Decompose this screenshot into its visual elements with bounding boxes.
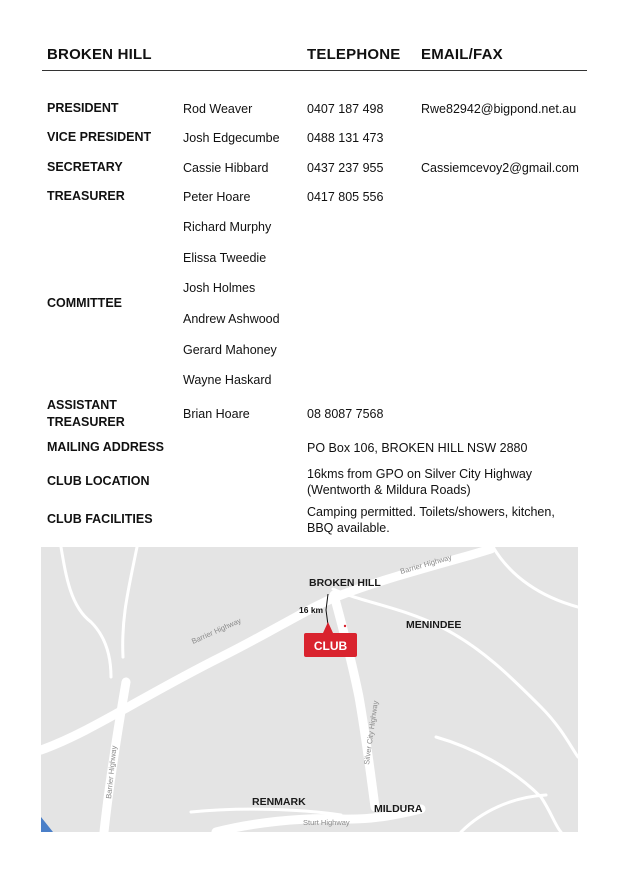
secretary-phone: 0437 237 955 — [307, 161, 384, 175]
club-location-label: CLUB LOCATION — [47, 474, 150, 488]
treasurer-label: TREASURER — [47, 189, 125, 203]
secretary-email: Cassiemcevoy2@gmail.com — [421, 161, 579, 175]
assistant-treasurer-label — [47, 397, 125, 431]
treasurer-name: Peter Hoare — [183, 190, 251, 204]
town-mildura: MILDURA — [374, 803, 423, 815]
assistant-treasurer-label-line2: TREASURER — [47, 415, 125, 429]
assistant-treasurer-phone: 08 8087 7568 — [307, 407, 384, 421]
water-area — [41, 817, 53, 832]
club-facilities-value — [307, 504, 555, 536]
town-broken-hill: BROKEN HILL — [309, 577, 381, 589]
vice-president-name: Josh Edgecumbe — [183, 131, 280, 145]
committee-member: Gerard Mahoney — [183, 343, 277, 357]
town-menindee: MENINDEE — [406, 619, 462, 631]
president-name: Rod Weaver — [183, 102, 253, 116]
club-location-line1: 16kms from GPO on Silver City Highway — [307, 467, 533, 481]
club-marker-label: CLUB — [313, 639, 348, 653]
president-label: PRESIDENT — [47, 101, 119, 115]
mailing-address-label: MAILING ADDRESS — [47, 440, 164, 454]
secretary-label: SECRETARY — [47, 160, 123, 174]
club-location-value — [307, 466, 532, 498]
header-divider — [42, 70, 587, 71]
road-label-barrier-ne: Barrier Highway — [399, 552, 453, 576]
email-column-header: EMAIL/FAX — [421, 46, 503, 63]
committee-member: Wayne Haskard — [183, 373, 272, 387]
road-label-barrier-w: Barrier Highway — [190, 615, 243, 646]
secretary-name: Cassie Hibbard — [183, 161, 269, 175]
club-facilities-line1: Camping permitted. Toilets/showers, kitchen, — [307, 505, 555, 519]
club-facilities-label: CLUB FACILITIES — [47, 512, 153, 526]
mailing-address-value: PO Box 106, BROKEN HILL NSW 2880 — [307, 441, 528, 455]
club-location-line2: (Wentworth & Mildura Roads) — [307, 483, 471, 497]
club-marker — [304, 622, 357, 657]
minor-roads — [61, 547, 578, 832]
club-point — [344, 625, 346, 627]
road-label-barrier-s: Barrier Highway — [104, 745, 119, 800]
committee-label: COMMITTEE — [47, 296, 122, 310]
committee-member: Andrew Ashwood — [183, 312, 280, 326]
committee-member: Josh Holmes — [183, 281, 256, 295]
treasurer-phone: 0417 805 556 — [307, 190, 384, 204]
road-label-sturt: Sturt Highway — [303, 818, 350, 827]
vice-president-phone: 0488 131 473 — [307, 131, 384, 145]
telephone-column-header: TELEPHONE — [307, 46, 401, 63]
page-title: BROKEN HILL — [47, 46, 152, 63]
location-map — [41, 547, 578, 832]
silver-city-highway — [334, 595, 375, 807]
president-phone: 0407 187 498 — [307, 102, 384, 116]
vice-president-label: VICE PRESIDENT — [47, 130, 152, 144]
president-email: Rwe82942@bigpond.net.au — [421, 102, 577, 116]
road-label-silver-city: Silver City Highway — [362, 700, 380, 766]
committee-member: Richard Murphy — [183, 220, 272, 234]
assistant-treasurer-name: Brian Hoare — [183, 407, 250, 421]
committee-member: Elissa Tweedie — [183, 251, 267, 265]
club-facilities-line2: BBQ available. — [307, 521, 390, 535]
distance-label: 16 km — [299, 605, 324, 615]
assistant-treasurer-label-line1: ASSISTANT — [47, 398, 117, 412]
town-renmark: RENMARK — [252, 796, 306, 808]
